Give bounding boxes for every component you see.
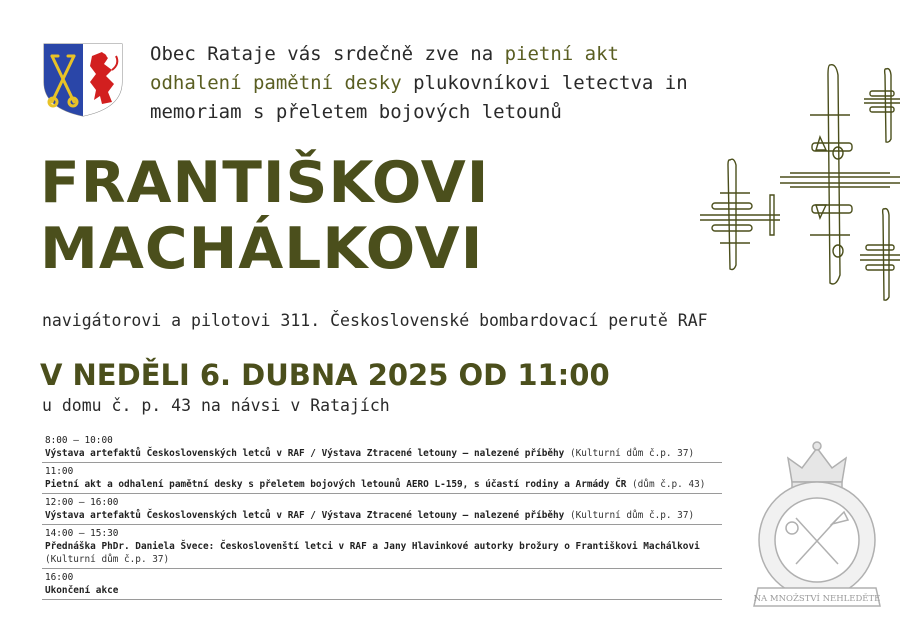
program-place: (Kulturní dům č.p. 37) xyxy=(45,554,170,565)
program-place: (Kulturní dům č.p. 37) xyxy=(569,448,695,459)
program-item xyxy=(42,569,722,600)
squadron-badge-icon xyxy=(748,438,886,616)
program-text: Výstava artefaktů Československých letců v RAF / Výstava Ztracené letouny – nalezené příběhy xyxy=(45,448,565,459)
badge-motto: NA MNOŽSTVÍ NEHLEDĚTE xyxy=(753,594,881,604)
invite-highlight: pietní akt odhalení pamětní desky xyxy=(150,43,619,94)
coat-of-arms-icon xyxy=(42,42,124,118)
subtitle: navigátorovi a pilotovi 311. Československé bombardovací perutě RAF xyxy=(42,311,708,330)
small-bomber-left-icon xyxy=(700,159,780,269)
program-item xyxy=(42,463,722,494)
bomber-planes-icon xyxy=(690,55,900,305)
program-text: Výstava artefaktů Československých letců v RAF / Výstava Ztracené letouny – nalezené příběhy xyxy=(45,510,565,521)
program-item xyxy=(42,432,722,463)
program-item xyxy=(42,494,722,525)
program-text: Pietní akt a odhalení pamětní desky s přeletem bojových letounů AERO L-159, s účastí rodiny a Armády ČR xyxy=(45,479,627,490)
honoree-name xyxy=(40,150,490,282)
program-text: Přednáška PhDr. Daniela Švece: Českoslovenští letci v RAF a Jany Hlavinkové autorky brožury o Františkovi Machálkovi xyxy=(45,541,700,552)
headline-line-1: FRANTIŠKOVI xyxy=(40,150,490,216)
event-location: u domu č. p. 43 na návsi v Ratajích xyxy=(42,396,390,415)
program-list xyxy=(42,432,722,600)
event-date-time: V NEDĚLI 6. DUBNA 2025 OD 11:00 xyxy=(40,358,610,392)
program-time: 12:00 – 16:00 xyxy=(45,497,119,508)
program-text: Ukončení akce xyxy=(45,585,119,596)
headline-line-2: MACHÁLKOVI xyxy=(40,216,484,282)
program-place: (dům č.p. 43) xyxy=(632,479,706,490)
program-time: 14:00 – 15:30 xyxy=(45,528,119,539)
invitation-text xyxy=(150,40,710,127)
small-bomber-top-icon xyxy=(864,69,900,143)
program-time: 8:00 – 10:00 xyxy=(45,435,113,446)
large-bomber-icon xyxy=(780,65,900,284)
program-item xyxy=(42,525,722,569)
invite-part-1: Obec Rataje vás srdečně zve na xyxy=(150,43,505,65)
program-time: 16:00 xyxy=(45,572,74,583)
program-time: 11:00 xyxy=(45,466,74,477)
small-bomber-bottom-icon xyxy=(860,209,900,301)
invite-part-2: plukovníkovi letectva in memoriam s přeletem bojových letounů xyxy=(150,72,688,123)
program-place: (Kulturní dům č.p. 37) xyxy=(569,510,695,521)
